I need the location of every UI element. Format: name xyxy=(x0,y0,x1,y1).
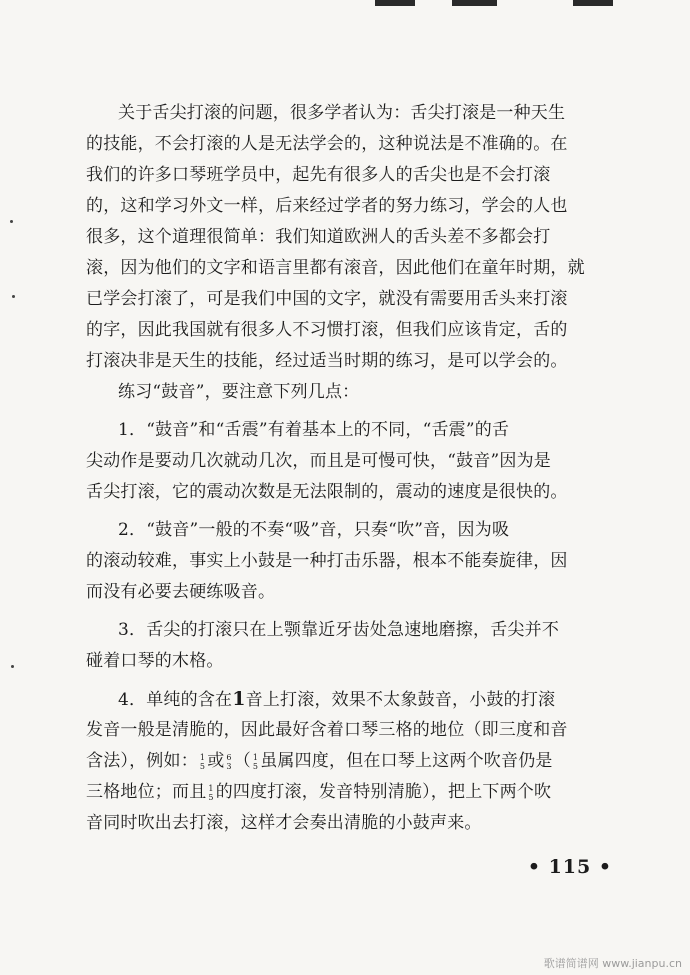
top-edge-mark xyxy=(375,0,415,6)
text-run: 含法），例如： xyxy=(86,751,198,771)
interval-fraction xyxy=(226,753,231,771)
text-line: 关于舌尖打滚的问题，很多学者认为：舌尖打滚是一种天生 xyxy=(118,103,566,123)
page-number: • 115 • xyxy=(527,856,612,878)
note-number: 1 xyxy=(232,688,246,710)
text-line: 的，这和学习外文一样，后来经过学者的努力练习，学会的人也 xyxy=(86,196,568,216)
interval-fraction xyxy=(253,753,258,771)
text-line: 已学会打滚了，可是我们中国的文字，就没有需要用舌头来打滚 xyxy=(86,289,568,309)
scan-speck xyxy=(10,220,13,223)
text-run: 或 xyxy=(207,751,225,771)
top-edge-mark xyxy=(452,0,497,6)
text-line xyxy=(86,715,650,746)
text-line: 练习“鼓音”，要注意下列几点： xyxy=(118,382,360,402)
text-run: （ xyxy=(233,751,251,771)
text-line: 3．舌尖的打滚只在上颚靠近牙齿处急速地磨擦，舌尖并不 xyxy=(118,620,560,640)
interval-fraction xyxy=(208,784,213,802)
text-line: 1．“鼓音”和“舌震”有着基本上的不同，“舌震”的舌 xyxy=(118,420,510,440)
fraction-bottom: 3 xyxy=(226,761,232,771)
text-line: 滚，因为他们的文字和语言里都有滚音，因此他们在童年时期，就 xyxy=(86,258,585,278)
text-run: 音上打滚，效果不太象鼓音，小鼓的打滚 xyxy=(245,690,556,710)
text-line: 的滚动较难，事实上小鼓是一种打击乐器，根本不能奏旋律，因 xyxy=(86,551,568,571)
text-line: 的技能，不会打滚的人是无法学会的，这种说法是不准确的。在 xyxy=(86,134,568,154)
interval-fraction xyxy=(200,753,205,771)
text-line: 尖动作是要动几次就动几次，而且是可慢可快，“鼓音”因为是 xyxy=(86,451,551,471)
text-line: 打滚决非是天生的技能，经过适当时期的练习，是可以学会的。 xyxy=(86,351,568,371)
fraction-top: 1 xyxy=(208,783,214,793)
text-run: 的四度打滚，发音特别清脆），把上下两个吹 xyxy=(215,782,552,802)
text-run: 三格地位；而且 xyxy=(86,782,207,802)
text-run: 4．单纯的含在 xyxy=(118,690,233,710)
text-run: 发音一般是清脆的，因此最好含着口琴三格的地位（即三度和音 xyxy=(86,720,568,740)
fraction-bottom: 5 xyxy=(208,792,214,802)
text-line xyxy=(86,746,650,777)
text-line xyxy=(86,684,650,715)
fraction-bottom: 5 xyxy=(252,761,259,771)
watermark: 歌谱简谱网 www.jianpu.cn xyxy=(543,957,682,970)
text-line: 舌尖打滚，它的震动次数是无法限制的，震动的速度是很快的。 xyxy=(86,482,568,502)
text-line: 我们的许多口琴班学员中，起先有很多人的舌尖也是不会打滚 xyxy=(86,165,551,185)
text-line: 的字，因此我国就有很多人不习惯打滚，但我们应该肯定，舌的 xyxy=(86,320,568,340)
fraction-top: 1 xyxy=(199,752,206,762)
fraction-top: 1 xyxy=(252,752,259,762)
text-line: 很多，这个道理很简单：我们知道欧洲人的舌头差不多都会打 xyxy=(86,227,551,247)
text-run: 音同时吹出去打滚，这样才会奏出清脆的小鼓声来。 xyxy=(86,813,482,833)
top-edge-mark xyxy=(573,0,613,6)
text-line: 2．“鼓音”一般的不奏“吸”音，只奏“吹”音，因为吸 xyxy=(118,520,510,540)
text-line: 碰着口琴的木格。 xyxy=(86,651,224,671)
fraction-bottom: 5 xyxy=(199,761,206,771)
text-run: 虽属四度，但在口琴上这两个吹音仍是 xyxy=(260,751,553,771)
scan-speck xyxy=(11,665,14,668)
text-line: 而没有必要去硬练吸音。 xyxy=(86,582,276,602)
text-line xyxy=(86,777,650,808)
page-body xyxy=(86,98,650,839)
fraction-top: 6 xyxy=(226,752,232,762)
scan-speck xyxy=(12,295,15,298)
text-line xyxy=(86,808,650,839)
